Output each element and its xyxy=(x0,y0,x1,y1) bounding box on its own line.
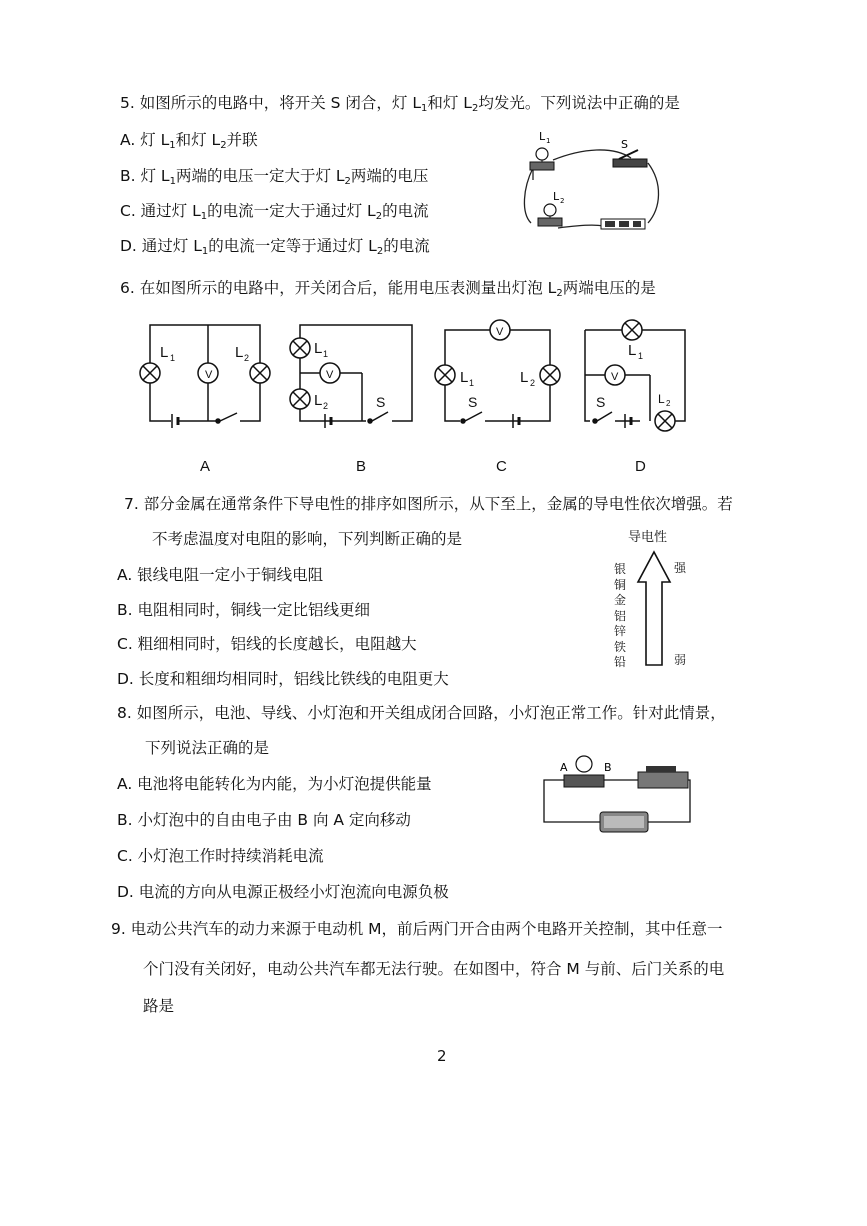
svg-text:L: L xyxy=(628,342,637,359)
switch-icon xyxy=(638,766,688,788)
svg-text:2: 2 xyxy=(666,399,671,408)
q6-stem: 6. 在如图所示的电路中，开关闭合后，能用电压表测量出灯泡 $L_2$两端电压的是 xyxy=(120,279,656,299)
battery-icon xyxy=(601,219,645,229)
svg-text:2: 2 xyxy=(560,197,565,205)
q7-strong-label: 强 xyxy=(674,561,687,575)
svg-text:2: 2 xyxy=(244,353,250,363)
q5-option-c: C. 通过灯 $L_1$的电流一定大于通过灯 $L_2$的电流 xyxy=(120,202,429,222)
lamp-l2-icon xyxy=(538,204,562,226)
q7-option-d: D. 长度和粗细均相同时，铝线比铁线的电阻更大 xyxy=(117,670,449,688)
metal-label: 银 xyxy=(614,562,627,576)
q8-stem-line1: 8. 如图所示，电池、导线、小灯泡和开关组成闭合回路，小灯泡正常工作。针对此情景， xyxy=(117,704,726,722)
svg-text:1: 1 xyxy=(546,137,551,145)
q7-option-c: C. 粗细相同时，铝线的长度越长，电阻越大 xyxy=(117,635,417,653)
metal-label: 金 xyxy=(614,593,627,607)
svg-text:L: L xyxy=(314,392,323,409)
svg-text:L: L xyxy=(520,369,529,386)
q5-option-b: B. 灯 $L_1$两端的电压一定大于灯 $L_2$两端的电压 xyxy=(120,167,429,187)
q8-option-a: A. 电池将电能转化为内能，为小灯泡提供能量 xyxy=(117,775,432,793)
svg-text:L: L xyxy=(658,392,665,406)
q9-stem-line1: 9. 电动公共汽车的动力来源于电动机 M，前后两门开合由两个电路开关控制，其中任意一 xyxy=(111,920,723,938)
battery-icon xyxy=(600,812,648,832)
svg-text:L: L xyxy=(235,344,244,361)
svg-text:1: 1 xyxy=(469,378,475,388)
q7-stem-line2: 不考虑温度对电阻的影响，下列判断正确的是 xyxy=(152,530,463,548)
q6-label-d: D xyxy=(635,458,646,475)
q8-option-c: C. 小灯泡工作时持续消耗电流 xyxy=(117,847,324,865)
svg-text:B: B xyxy=(604,761,612,774)
q6-label-a: A xyxy=(200,458,211,475)
svg-text:L: L xyxy=(160,344,169,361)
svg-text:S: S xyxy=(376,394,386,410)
metal-label: 锌 xyxy=(614,624,627,638)
q5-stem: 5. 如图所示的电路中，将开关 S 闭合，灯 $L_1$和灯 $L_2$均发光。下列说法中正确的是 xyxy=(120,94,680,114)
q8-circuit-figure xyxy=(538,750,698,835)
q7-option-b: B. 电阻相同时，铜线一定比铝线更细 xyxy=(117,601,370,619)
q9-stem-line3: 路是 xyxy=(143,997,175,1015)
svg-text:1: 1 xyxy=(323,349,329,359)
lamp-icon xyxy=(564,756,604,787)
q7-fig-title: 导电性 xyxy=(628,530,668,545)
svg-text:A: A xyxy=(560,761,568,774)
svg-text:2: 2 xyxy=(530,378,536,388)
metal-label: 铜 xyxy=(614,577,627,592)
q6-label-b: B xyxy=(356,458,367,475)
svg-text:1: 1 xyxy=(170,353,176,363)
circuit-b xyxy=(290,325,412,428)
svg-text:V: V xyxy=(611,371,619,383)
q5-circuit-figure xyxy=(513,128,663,238)
metal-label: 铅 xyxy=(614,655,627,669)
svg-text:1: 1 xyxy=(638,351,644,361)
q8-option-b: B. 小灯泡中的自由电子由 B 向 A 定向移动 xyxy=(117,811,411,829)
q5-option-d: D. 通过灯 $L_1$的电流一定等于通过灯 $L_2$的电流 xyxy=(120,237,430,257)
q6-label-c: C xyxy=(496,458,507,475)
metal-label: 铝 xyxy=(614,608,627,623)
svg-text:L: L xyxy=(553,190,560,203)
q7-stem-line1: 7. 部分金属在通常条件下导电性的排序如图所示，从下至上，金属的导电性依次增强。若 xyxy=(124,495,733,513)
up-arrow-icon xyxy=(638,552,670,665)
lamp-l1-icon xyxy=(530,148,554,170)
q6-circuits-figure xyxy=(130,315,700,440)
page-number: 2 xyxy=(437,1047,447,1065)
circuit-d xyxy=(585,320,685,431)
q8-stem-line2: 下列说法正确的是 xyxy=(145,739,270,757)
svg-text:S: S xyxy=(621,138,628,151)
q7-option-a: A. 银线电阻一定小于铜线电阻 xyxy=(117,566,324,584)
metal-label: 铁 xyxy=(614,639,627,654)
q7-metal-list xyxy=(614,562,630,671)
svg-text:V: V xyxy=(496,326,504,338)
q5-number: 5. xyxy=(120,94,135,112)
q9-stem-line2: 个门没有关闭好，电动公共汽车都无法行驶。在如图中，符合 M 与前、后门关系的电 xyxy=(143,960,725,978)
q7-weak-label: 弱 xyxy=(674,653,687,667)
svg-text:V: V xyxy=(205,369,213,381)
svg-text:L: L xyxy=(314,340,323,357)
svg-text:S: S xyxy=(596,394,606,410)
svg-text:L: L xyxy=(539,130,546,143)
svg-text:S: S xyxy=(468,394,478,410)
svg-text:2: 2 xyxy=(323,401,329,411)
q8-option-d: D. 电流的方向从电源正极经小灯泡流向电源负极 xyxy=(117,883,449,901)
svg-text:V: V xyxy=(326,369,334,381)
q5-option-a: A. 灯 $L_1$和灯 $L_2$并联 xyxy=(120,131,258,151)
svg-text:L: L xyxy=(460,369,469,386)
